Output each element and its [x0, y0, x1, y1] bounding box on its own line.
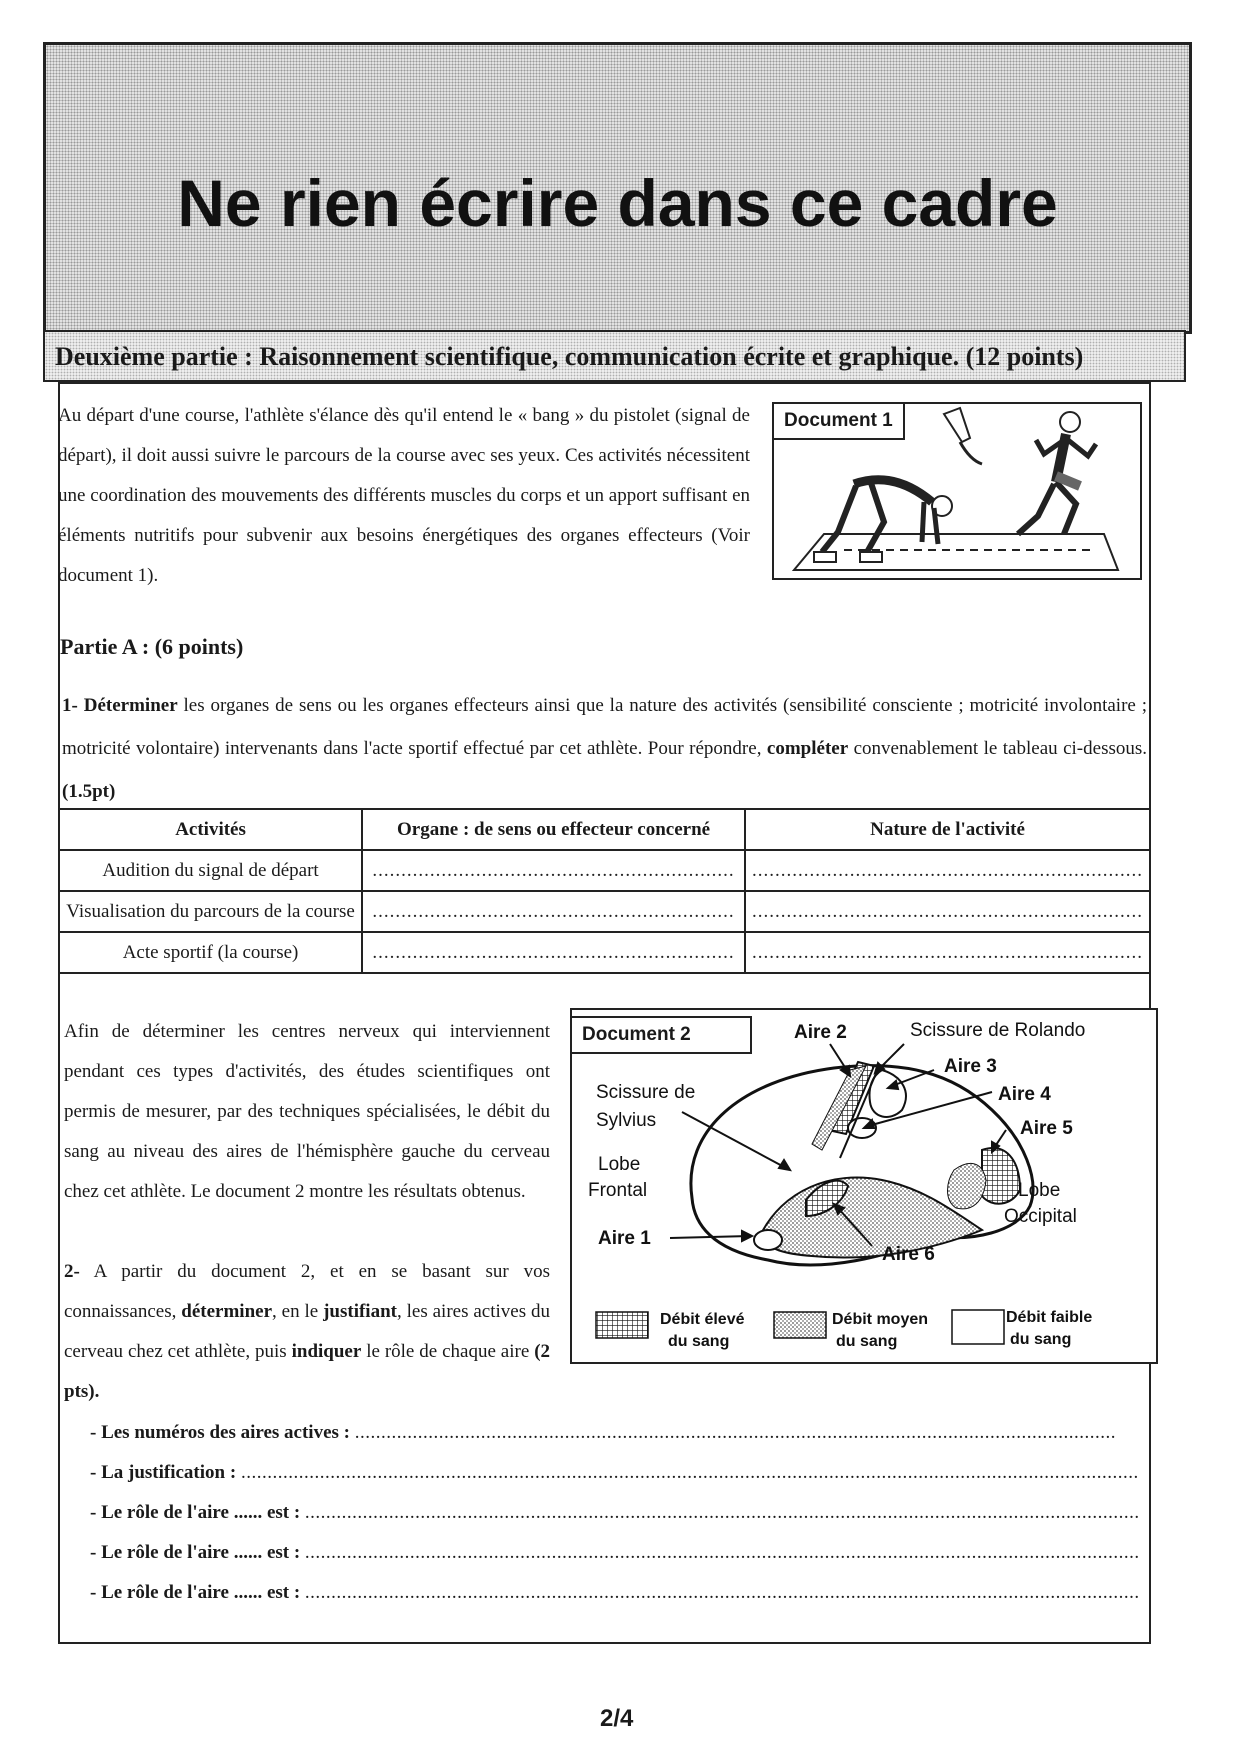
legend-mid-line1: Débit moyen [832, 1311, 929, 1328]
banner-title: Ne rien écrire dans ce cadre [177, 166, 1058, 240]
brain-diagram [572, 1010, 1156, 1362]
question2-verb2: justifiant [323, 1301, 397, 1322]
partie-a-title: Partie A : (6 points) [60, 634, 244, 659]
label-frontal-line2: Frontal [588, 1180, 648, 1201]
table-cell-activity: Acte sportif (la course) [59, 932, 362, 973]
answer-blank[interactable]: ............................................................................................................................................................... [304, 1582, 1140, 1603]
label-aire6: Aire 6 [882, 1244, 935, 1265]
answer-label: - Le rôle de l'aire ...... est : [90, 1582, 301, 1603]
label-frontal-line1: Lobe [598, 1154, 641, 1175]
question1-text2: convenablement le tableau ci-dessous. [853, 738, 1148, 759]
label-sylvius-line2: Sylvius [596, 1110, 657, 1131]
document1-label: Document 1 [772, 402, 905, 440]
legend-low-line1: Débit faible [1006, 1309, 1093, 1326]
label-occipital-line2: Occipital [1004, 1206, 1077, 1227]
table-header-row [59, 809, 1150, 850]
question1-verb: Déterminer [83, 695, 178, 716]
part-header [43, 330, 1186, 382]
label-aire5: Aire 5 [1020, 1118, 1073, 1139]
table-cell-nature-blank[interactable]: .................................................................... [745, 850, 1150, 891]
question2-text-d: le rôle de chaque aire [366, 1341, 530, 1362]
label-aire1: Aire 1 [598, 1228, 651, 1249]
part-header-title: Deuxième partie : Raisonnement scientifique, communication écrite et graphique. (12 points) [55, 342, 1084, 371]
question2-verb: déterminer [181, 1301, 273, 1322]
legend-low-swatch [952, 1310, 1004, 1344]
document2-label: Document 2 [570, 1016, 752, 1054]
paragraph2: Afin de déterminer les centres nerveux qui interviennent pendant ces types d'activités, des études scientifiques ont permis de mesurer, par des techniques spécialisées, le débit du sang au niveau des aires de l'hémisphère gauche du cerveau chez cet athlète. Le document 2 montre les résultats obtenus. [64, 1021, 550, 1202]
label-rolando: Scissure de Rolando [910, 1020, 1086, 1041]
table-cell-organ-blank[interactable]: ............................................................... [362, 891, 745, 932]
question2-text-a: A partir du document 2, et en se basant sur vos connaissances, [64, 1261, 550, 1322]
table-header-nature: Nature de l'activité [745, 809, 1150, 850]
answer-label: - Le rôle de l'aire ...... est : [90, 1542, 301, 1563]
answer-blank[interactable]: ................................................................................................................................................. [354, 1422, 1116, 1443]
question1-text: les organes de sens ou les organes effecteurs ainsi que la nature des activités (sensibilité consciente ; motricité involontaire ; motricité volontaire) intervenants dans l'acte sportif effectué par cet athlète. Pour répondre, [62, 695, 1148, 759]
table-row [59, 891, 1150, 932]
table-header-activities: Activités [59, 809, 362, 850]
table-cell-nature-blank[interactable]: .................................................................... [745, 932, 1150, 973]
answer-label: - Les numéros des aires actives : [90, 1422, 350, 1443]
page-number: 2/4 [600, 1705, 634, 1732]
label-aire4: Aire 4 [998, 1084, 1051, 1105]
answer-label: - La justification : [90, 1462, 237, 1483]
question2 [64, 1252, 550, 1412]
table-cell-organ-blank[interactable]: ............................................................... [362, 932, 745, 973]
answer-line-justification [90, 1462, 1139, 1484]
table-cell-nature-blank[interactable]: .................................................................... [745, 891, 1150, 932]
answer-blank[interactable]: ............................................................................................................................................................... [304, 1542, 1140, 1563]
table-cell-activity: Audition du signal de départ [59, 850, 362, 891]
label-aire2: Aire 2 [794, 1022, 847, 1043]
answer-line-role [90, 1542, 1140, 1564]
activities-table [58, 808, 1151, 974]
legend-high-swatch [596, 1312, 648, 1338]
answer-line-active-areas [90, 1422, 1116, 1444]
answer-blank[interactable]: ........................................................................................................................................................................... [240, 1462, 1139, 1483]
answer-blank[interactable]: ............................................................................................................................................................... [304, 1502, 1140, 1523]
question1-number: 1- [62, 695, 78, 716]
legend-high-line1: Débit élevé [660, 1311, 745, 1328]
answer-line-role [90, 1582, 1140, 1604]
question1-verb2: compléter [766, 738, 849, 759]
question2-text-b: , en le [272, 1301, 319, 1322]
legend-mid-swatch [774, 1312, 826, 1338]
label-occipital-line1: Lobe [1018, 1180, 1061, 1201]
legend-low-line2: du sang [1010, 1331, 1072, 1348]
question2-text-c: , les aires actives du cerveau chez cet athlète, puis [64, 1301, 550, 1362]
question1 [62, 684, 1147, 813]
table-row [59, 850, 1150, 891]
question2-number: 2- [64, 1261, 80, 1282]
table-header-organ: Organe : de sens ou effecteur concerné [362, 809, 745, 850]
document2-figure [570, 1008, 1158, 1364]
intro-paragraph: Au départ d'une course, l'athlète s'élance dès qu'il entend le « bang » du pistolet (signal de départ), il doit aussi suivre le parcours de la course avec ses yeux. Ces activités nécessitent une coordination des mouvements des différents muscles du corps et un apport suffisant en éléments nutritifs pour subvenir aux besoins énergétiques des organes effecteurs (Voir document 1). [58, 405, 750, 586]
table-row [59, 932, 1150, 973]
question2-verb3: indiquer [291, 1341, 362, 1362]
question2-points: (2 pts). [64, 1341, 551, 1402]
table-cell-activity: Visualisation du parcours de la course [59, 891, 362, 932]
no-write-banner [43, 42, 1192, 334]
question1-points: (1.5pt) [62, 781, 116, 802]
table-cell-organ-blank[interactable]: ............................................................... [362, 850, 745, 891]
label-aire3: Aire 3 [944, 1056, 997, 1077]
label-sylvius-line1: Scissure de [596, 1082, 696, 1103]
answer-line-role [90, 1502, 1140, 1524]
legend-mid-line2: du sang [836, 1333, 898, 1350]
answer-label: - Le rôle de l'aire ...... est : [90, 1502, 301, 1523]
legend-high-line2: du sang [668, 1333, 730, 1350]
